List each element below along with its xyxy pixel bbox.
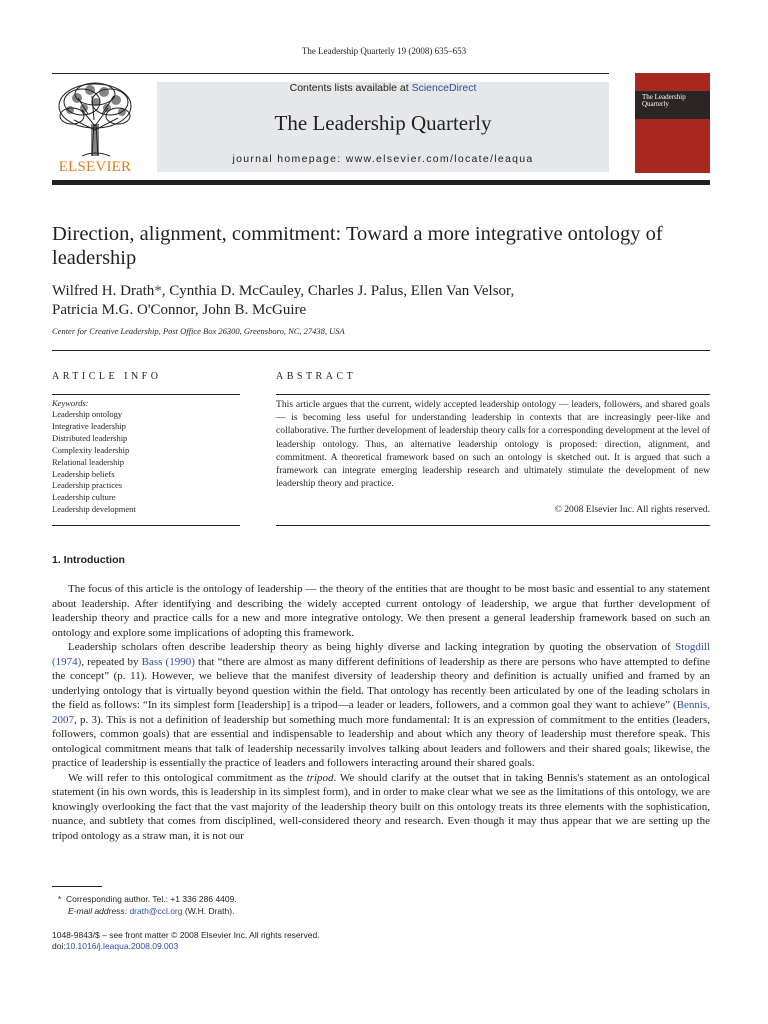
text-run: , repeated by bbox=[81, 655, 142, 668]
text-run: . We should clarify at the outset that in taking Bennis's statement as an ontological statement (in his own words, this is leadership in its simplest form), and in order to make clear what we see as the limitations of this ontology, we are knowingly overlooking the fact that the vast majority of the leadership theory built on this ontology treats its three elements with the sophistication, nuance, and subtlety that comes from disciplined, well-considered theory and research. Even though it may thus appear that we are setting up the tripod ontology as a straw man, it is not our bbox=[52, 771, 710, 842]
running-head: The Leadership Quarterly 19 (2008) 635–653 bbox=[301, 46, 467, 56]
elsevier-logo bbox=[52, 80, 138, 176]
contents-line bbox=[157, 82, 609, 94]
authors-rest: , Cynthia D. McCauley, Charles J. Palus, Ellen Van Velsor, bbox=[161, 283, 515, 299]
emphasis: tripod bbox=[306, 771, 334, 784]
keyword-item: Leadership ontology bbox=[52, 409, 123, 419]
keywords-list bbox=[52, 409, 136, 516]
corresponding-author-mark[interactable]: * bbox=[154, 283, 162, 299]
footnote-mark: * bbox=[58, 894, 62, 904]
article-info-heading: ARTICLE INFO bbox=[52, 371, 162, 382]
body-text bbox=[52, 582, 710, 843]
abstract-text: This article argues that the current, widely accepted leadership ontology — leaders, followers, and shared goals — is becoming less useful for understanding leadership in contexts that are increasingly peer-like and collaborative. The further development of leadership theory calls for a corresponding development at the level of leadership ontology. Thus, an alternative leadership ontology is proposed: direction, alignment, and commitment. A theoretical framework based on such an ontology is sketched out. It is argued that such a framework can integrate emerging leadership research and ultimately stimulate the development of new leadership theory and practice. bbox=[276, 399, 710, 490]
email-label: E-mail address: bbox=[68, 906, 128, 916]
divider bbox=[52, 350, 710, 351]
divider bbox=[52, 525, 240, 526]
keyword-item: Leadership development bbox=[52, 504, 136, 515]
first-author: Wilfred H. Drath bbox=[52, 283, 155, 299]
keyword-item: Integrative leadership bbox=[52, 420, 126, 431]
elsevier-wordmark: ELSEVIER bbox=[58, 159, 132, 175]
footnote-email bbox=[68, 906, 234, 916]
text-run: , p. 3). This is not a definition of leadership but something much more fundamental: It is an expression of commitment to the entities (leaders, followers, common goals) that are essential and indispensable to leadership and about which any theory of leadership must therefore speak. This ontological commitment means that talk of leadership necessarily involves talking about leaders and followers and their shared goals; likewise, the practice of leadership is essentially the practice of leaders and followers interacting around their shared goals. bbox=[52, 713, 710, 769]
header-rule bbox=[52, 73, 609, 74]
paragraph bbox=[52, 640, 710, 771]
footnote-corresponding bbox=[58, 894, 237, 904]
email-link[interactable]: drath@ccl.org bbox=[129, 906, 183, 916]
keyword-item: Complexity leadership bbox=[52, 444, 130, 455]
tree-icon bbox=[52, 80, 138, 158]
paragraph bbox=[52, 771, 710, 844]
keyword-item: Distributed leadership bbox=[52, 432, 128, 443]
contents-prefix: Contents lists available at bbox=[289, 82, 412, 94]
doi-link[interactable]: 10.1016/j.leaqua.2008.09.003 bbox=[65, 941, 179, 951]
text-run: that “there are almost as many different definitions of leadership as there are persons who have attempted to define the concept” (p. 11). However, we believe that the manifest diversity of leadership theory and definition is actually unified and framed by an underlying ontology that is virtually beyond question within the field. That ontology has recently been articulated by one of the leading scholars in the field as follows: “In its simplest form [leadership] is a tripod—a leader or leaders, followers, and a common goal they want to achieve” ( bbox=[52, 655, 711, 711]
citation-link[interactable]: Stogdill (1974) bbox=[52, 641, 710, 668]
doi-line bbox=[52, 941, 178, 951]
divider bbox=[52, 394, 240, 395]
doi-label: doi: bbox=[52, 941, 66, 951]
divider bbox=[276, 394, 710, 395]
sciencedirect-link[interactable]: ScienceDirect bbox=[411, 82, 477, 94]
paragraph: The focus of this article is the ontology of leadership — the theory of the entities that are thought to be most basic and essential to any statement about leadership. After identifying and describing the widely accepted current ontology of leadership, we argue that further development of leadership theory and practice calls for a new and more integrative ontology. We then present a general leadership framework based on such an ontology and explore some implications of adopting this framework. bbox=[52, 583, 710, 639]
footnote-text: Corresponding author. Tel.: +1 336 286 4409. bbox=[66, 894, 237, 904]
citation-link[interactable]: Bass (1990) bbox=[141, 655, 195, 668]
keyword-item: Leadership beliefs bbox=[52, 468, 115, 479]
abstract-heading: ABSTRACT bbox=[276, 371, 357, 382]
keyword-item: Relational leadership bbox=[52, 456, 124, 467]
email-name: (W.H. Drath). bbox=[184, 906, 235, 916]
section-heading: 1. Introduction bbox=[52, 554, 125, 566]
keyword-item: Leadership culture bbox=[52, 492, 116, 503]
header-rule-thick bbox=[52, 180, 710, 185]
journal-title: The Leadership Quarterly bbox=[274, 111, 492, 135]
cover-title: The Leadership Quarterly bbox=[642, 93, 686, 108]
issn-line: 1048-9843/$ – see front matter © 2008 Elsevier Inc. All rights reserved. bbox=[52, 930, 320, 940]
affiliation: Center for Creative Leadership, Post Office Box 26300, Greensboro, NC, 27438, USA bbox=[52, 326, 345, 336]
text-run: Leadership scholars often describe leadership theory as being highly diverse and lacking integration by quoting the observation of bbox=[68, 641, 676, 653]
abstract-copyright: © 2008 Elsevier Inc. All rights reserved. bbox=[554, 504, 710, 515]
keyword-item: Leadership practices bbox=[52, 480, 123, 491]
article-title: Direction, alignment, commitment: Toward a more integrative ontology of leadership bbox=[52, 223, 663, 269]
citation-link[interactable]: Bennis, 2007 bbox=[52, 699, 710, 726]
authors-line-2: Patricia M.G. O'Connor, John B. McGuire bbox=[52, 302, 307, 318]
journal-homepage[interactable]: journal homepage: www.elsevier.com/locate/leaqua bbox=[232, 153, 534, 165]
footnote-rule bbox=[52, 886, 102, 887]
text-run: We will refer to this ontological commitment as the bbox=[68, 771, 307, 784]
keywords-label: Keywords: bbox=[52, 398, 89, 408]
journal-cover bbox=[635, 73, 710, 173]
author-list bbox=[52, 282, 692, 320]
divider bbox=[276, 525, 710, 526]
